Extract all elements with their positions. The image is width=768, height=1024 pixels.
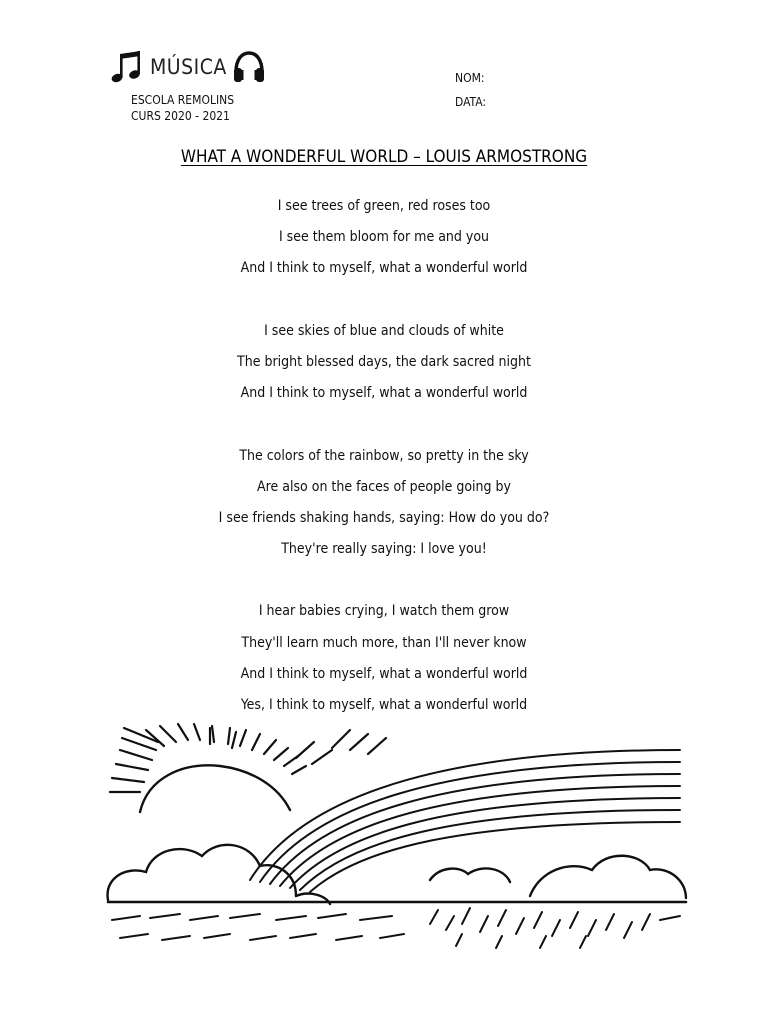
stanza-3 (0, 443, 768, 568)
sun (140, 765, 290, 812)
sun-rays (110, 724, 386, 792)
subject-title: MÚSICA (150, 55, 227, 79)
stanza-2 (0, 318, 768, 412)
lyric-line: The bright blessed days, the dark sacred night (237, 353, 531, 370)
lyric-line: I see trees of green, red roses too (277, 198, 491, 214)
lyric-line: Yes, I think to myself, what a wonderful world (240, 697, 528, 713)
school-name: ESCOLA REMOLINS (131, 93, 235, 107)
lyric-line: I see skies of blue and clouds of white (264, 322, 504, 339)
lyric-line: And I think to myself, what a wonderful world (240, 665, 528, 682)
music-note-icon (110, 50, 146, 84)
header-logo (110, 50, 267, 84)
lyric-line: I see them bloom for me and you (278, 229, 490, 246)
course-year: CURS 2020 - 2021 (131, 109, 230, 123)
lyric-line: I hear babies crying, I watch them grow (258, 603, 510, 620)
lyric-line: And I think to myself, what a wonderful world (240, 385, 528, 402)
student-fields (455, 66, 486, 114)
lyric-line: Are also on the faces of people going by (257, 478, 511, 495)
date-label: DATA: (455, 95, 487, 109)
lyric-line: I see friends shaking hands, saying: How do you do? (218, 509, 550, 526)
ground-strokes (112, 908, 680, 948)
song-title: WHAT A WONDERFUL WORLD – LOUIS ARMOSTRONG (180, 147, 588, 167)
lyric-line: The colors of the rainbow, so pretty in the sky (239, 447, 529, 464)
headphones-icon (231, 50, 267, 84)
clouds (108, 845, 686, 904)
stanza-1 (0, 193, 768, 287)
lyric-line: They're really saying: I love you! (281, 541, 487, 558)
stanza-4 (0, 598, 768, 723)
lyric-line: And I think to myself, what a wonderful world (240, 260, 528, 277)
lyrics (0, 193, 768, 754)
name-label: NOM: (455, 71, 485, 85)
school-info (131, 92, 234, 124)
rainbow-illustration (100, 720, 690, 950)
lyric-line: They'll learn much more, than I'll never know (241, 634, 527, 651)
